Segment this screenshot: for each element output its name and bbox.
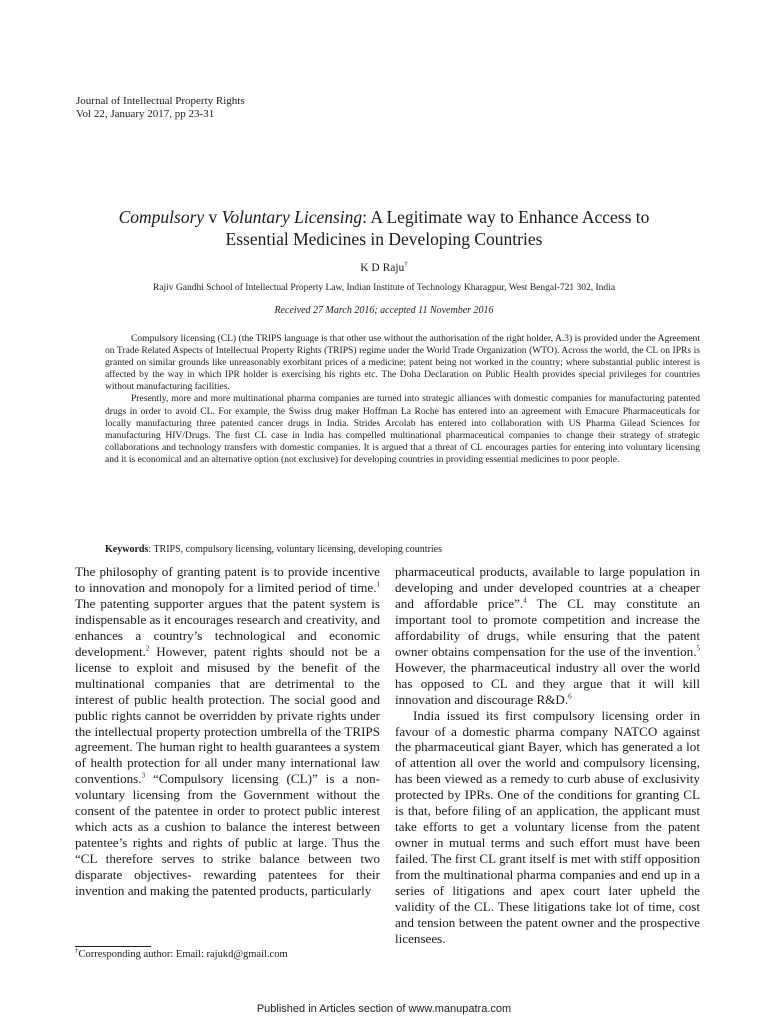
body-text: The CL may constitute an important tool to promote competition and increase the affordability of drugs, while ensuring that the patent owner obtains compensation for the use of the invention. — [395, 595, 701, 659]
title-line2: Essential Medicines in Developing Countries — [225, 229, 543, 249]
footnote-mark: † — [75, 946, 79, 955]
body-text: The patenting supporter argues that the patent system is indispensable as it encourages research and creativity, and enhances a country’s technological and economic development. — [75, 595, 380, 659]
published-footer: Published in Articles section of www.manupatra.com — [256, 1003, 512, 1015]
author-name: K D Raju — [360, 262, 405, 274]
paper-title — [60, 206, 708, 250]
abstract-paragraph-1: Compulsory licensing (CL) (the TRIPS language is that other use without the authorisation of the right holder, A.3) is provided under the Agreement on Trade Related Aspects of Intellectual Property Rights (TRIPS) regime under the World Trade Organization (WTO). Across the world, the CL on IPRs is granted on similar grounds like unreasonably exorbitant prices of a medicine; patent being not worked in the country; where substantial public interest is affected by the way in which IPR holder is exercising his rights etc. The Doha Declaration on Public Health provides special privileges for countries without manufacturing facilities. — [105, 333, 700, 393]
body-text: “Compulsory licensing (CL)” is a non-voluntary licensing from the Government without the consent of the patentee in order to protect public interest which acts as a cushion to balance the interest between patentee’s rights and rights of public at large. Thus the “CL therefore serves to strike balance between two disparate objectives- rewarding patentees for their invention and making the patented products, particularly — [75, 771, 380, 899]
keywords-text: : TRIPS, compulsory licensing, voluntary licensing, developing countries — [148, 544, 443, 555]
keywords — [105, 544, 442, 555]
footnote-divider — [75, 946, 151, 947]
footnote-text: Corresponding author: Email: rajukd@gmail.com — [78, 949, 288, 960]
received-dates: Received 27 March 2016; accepted 11 November 2016 — [274, 305, 494, 316]
title-rest: : A Legitimate way to Enhance Access to — [362, 207, 650, 227]
body-text: pharmaceutical products, available to large population in developing and under developed countries at a cheaper and affordable price”. — [395, 564, 700, 611]
body-column-right — [395, 564, 700, 947]
affiliation: Rajiv Gandhi School of Intellectual Property Law, Indian Institute of Technology Kharagpur, West Bengal-721 302, India — [152, 283, 616, 293]
title-compulsory: Compulsory — [118, 207, 205, 227]
footnote — [75, 946, 288, 960]
citation-3: 3 — [141, 772, 146, 781]
title-v: v — [204, 207, 222, 227]
journal-header — [76, 95, 245, 121]
body-text: The philosophy of granting patent is to provide incentive to innovation and monopoly for a limited period of time. — [75, 564, 380, 595]
citation-4: 4 — [523, 596, 527, 605]
title-voluntary: Voluntary Licensing — [221, 207, 363, 227]
journal-volume: Vol 22, January 2017, pp 23-31 — [76, 108, 215, 120]
citation-6: 6 — [568, 692, 572, 701]
author-line — [0, 262, 768, 274]
abstract-paragraph-2: Presently, more and more multinational pharma companies are turned into strategic alliances with domestic companies for manufacturing patented drugs in order to avoid CL. For example, the Swiss drug maker Hoffman La Roche has entered into an agreement with Emacure Pharmaceuticals for locally manufacturing three patented cancer drugs in India. Strides Arcolab has entered into collaboration with US Pharma Gilead Sciences for manufacturing HIV/Drugs. The first CL case in India has compelled multinational pharmaceutical companies to change their strategy of strategic collaborations and technology transfers with domestic companies. It is argued that a threat of CL encourages parties for entering into voluntary licensing and it is economical and an alternative option (not exclusive) for developing countries in providing essential medicines to poor people. — [105, 393, 700, 465]
body-text: However, the pharmaceutical industry all over the world has opposed to CL and they argue that it will kill innovation and discourage R&D. — [395, 659, 700, 707]
journal-name: Journal of Intellectual Property Rights — [76, 95, 245, 107]
body-paragraph — [75, 564, 380, 899]
body-paragraph: India issued its first compulsory licensing order in favour of a domestic pharma company NATCO against the pharmaceutical giant Bayer, which has generated a lot of attention all over the world and compulsory licensing, has been viewed as a remedy to curb abuse of exclusivity protected by IPRs. One of the conditions for granting CL is that, before filing of an application, the applicant must take efforts to get a voluntary license from the patent owner in mutual terms and such effort must have been failed. The first CL grant itself is met with stiff opposition from the multinational pharma companies and end up in a series of litigations and apex court later upheld the validity of the CL. These litigations take lot of time, cost and tension between the patent owner and the prospective licensees. — [395, 707, 700, 946]
citation-5: 5 — [696, 644, 700, 653]
keywords-label: Keywords — [105, 544, 149, 555]
author-mark: † — [404, 260, 408, 269]
citation-2: 2 — [145, 644, 150, 653]
body-text: However, patent rights should not be a license to exploit and misused by the benefit of the multinational companies that are detrimental to the interest of public health protection. The social good and public rights cannot be overridden by private rights under the intellectual property protection umbrella of the TRIPS agreement. The human right to health guarantees a system of health protection for all under many international law conventions. — [75, 643, 380, 787]
body-column-left — [75, 564, 380, 899]
body-paragraph — [395, 564, 700, 708]
abstract — [105, 333, 700, 466]
citation-1: 1 — [376, 580, 380, 589]
